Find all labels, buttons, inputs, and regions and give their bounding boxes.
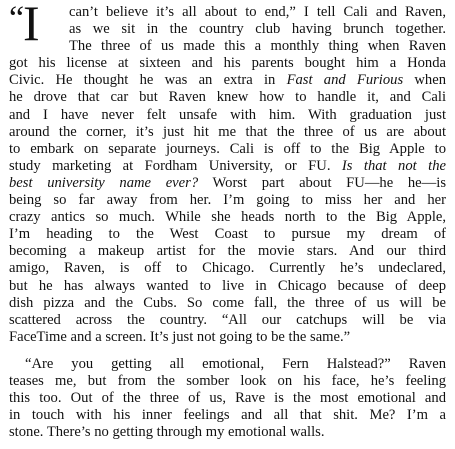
text-line: as we sit in the country club having brunch together. [69, 21, 446, 38]
text-line: and I have never felt unsafe with him. With graduation just [9, 106, 446, 123]
text-line: in touch with his inner feelings and all that shit. Me? I’m a [9, 407, 446, 424]
text-line: dish pizza and the Cubs. So come fall, the three of us will be [9, 294, 446, 311]
text-line: around the corner, it’s just hit me that the three of us are about [9, 123, 446, 140]
italic-title: Fast and Furious [286, 72, 404, 89]
text-line: becoming a makeup artist for the movie stars. And our third [9, 243, 446, 260]
text-fragment: when [403, 72, 446, 89]
paragraph-1 [9, 0, 446, 346]
text-line: this too. Out of the three of us, Rave is the most emotional and [9, 390, 446, 407]
italic-question: best university name ever? [9, 174, 199, 191]
text-fragment: Civic. He thought he was an extra in [9, 72, 287, 89]
text-fragment: Worst part about FU—he he—is [198, 174, 446, 191]
text-line: to embark on separate journeys. Cali is off to the Big Apple to [9, 140, 446, 157]
text-line: but he has always wanted to live in Chicago because of deep [9, 277, 446, 294]
text-line [9, 175, 446, 192]
drop-cap [9, 0, 69, 51]
paragraph-2 [9, 356, 446, 441]
text-line: FaceTime and a screen. It’s just not going to be the same.” [9, 328, 351, 345]
text-line: being so far away from her. I’m going to miss her and her [9, 192, 446, 209]
text-line: stone. There’s no getting through my emotional walls. [9, 424, 325, 441]
text-line [9, 72, 446, 89]
text-line: got his license at sixteen and his parents bought him a Honda [9, 55, 446, 72]
text-line: he drove that car but Raven knew how to handle it, and Cali [9, 89, 446, 106]
text-line: crazy antics so much. While she heads north to the Big Apple, [9, 209, 446, 226]
text-line: teases me, but from the somber look on his face, he’s feeling [9, 372, 446, 389]
text-line: I’m heading to the West Coast to pursue my dream of [9, 226, 446, 243]
drop-cap-letter: I [23, 0, 40, 51]
text-line: scattered across the country. “All our catchups will be via [9, 311, 446, 328]
text-line: can’t believe it’s all about to end,” I tell Cali and Raven, [69, 4, 446, 20]
text-fragment: study marketing at Fordham University, or FU. [9, 157, 342, 174]
drop-cap-quote: “ [9, 0, 25, 37]
italic-question: Is that not the [341, 157, 446, 174]
text-line: “Are you getting all emotional, Fern Halstead?” Raven [25, 355, 446, 372]
paragraph-gap [9, 346, 446, 356]
text-line: amigo, Raven, is off to Chicago. Currently he’s undeclared, [9, 260, 446, 277]
text-line [9, 158, 446, 175]
text-line: The three of us made this a monthly thing when Raven [69, 38, 446, 55]
